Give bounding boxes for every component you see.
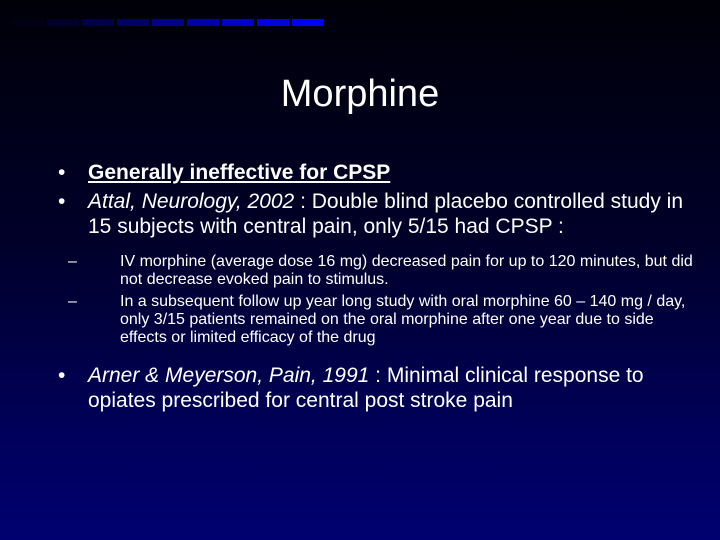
- slide-content: [55, 160, 695, 417]
- decorative-bar-segment: [47, 19, 79, 26]
- dash-marker: –: [68, 293, 77, 310]
- sub-bullet-text: IV morphine (average dose 16 mg) decreased pain for up to 120 minutes, but did not decrease evoked pain to stimulus.: [120, 253, 693, 288]
- decorative-bar-segment: [257, 19, 289, 26]
- bullet-marker: •: [58, 364, 66, 387]
- sub-bullet-text: In a subsequent follow up year long study with oral morphine 60 – 140 mg / day, only 3/15 patients remained on the oral morphine after one year due to side effects or limited efficacy of the drug: [120, 293, 686, 346]
- slide-title: Morphine: [280, 73, 440, 115]
- decorative-bar-segment: [152, 19, 184, 26]
- bullet-item: [55, 189, 695, 239]
- decorative-bar-segment: [117, 19, 149, 26]
- decorative-header-bar: [12, 19, 327, 26]
- sub-bullet-item: [68, 293, 695, 347]
- bullet-item: [55, 363, 695, 413]
- bullet-item: [55, 160, 695, 185]
- decorative-bar-segment: [187, 19, 219, 26]
- bullet-marker: •: [58, 190, 66, 213]
- citation: Arner & Meyerson, Pain, 1991: [88, 364, 370, 387]
- sub-bullet-list: [68, 253, 695, 347]
- decorative-bar-segment: [82, 19, 114, 26]
- dash-marker: –: [68, 253, 77, 270]
- citation: Attal, Neurology, 2002: [88, 190, 295, 213]
- bullet-text: Generally ineffective for CPSP: [88, 161, 391, 184]
- decorative-bar-segment: [292, 19, 324, 26]
- decorative-bar-segment: [12, 19, 44, 26]
- bullet-text: : Minimal clinical response to opiates prescribed for central post stroke pain: [88, 364, 644, 412]
- bullet-text: : Double blind placebo controlled study in 15 subjects with central pain, only 5/15 had CPSP :: [88, 190, 683, 238]
- decorative-bar-segment: [222, 19, 254, 26]
- bullet-marker: •: [58, 161, 66, 184]
- sub-bullet-item: [68, 253, 695, 289]
